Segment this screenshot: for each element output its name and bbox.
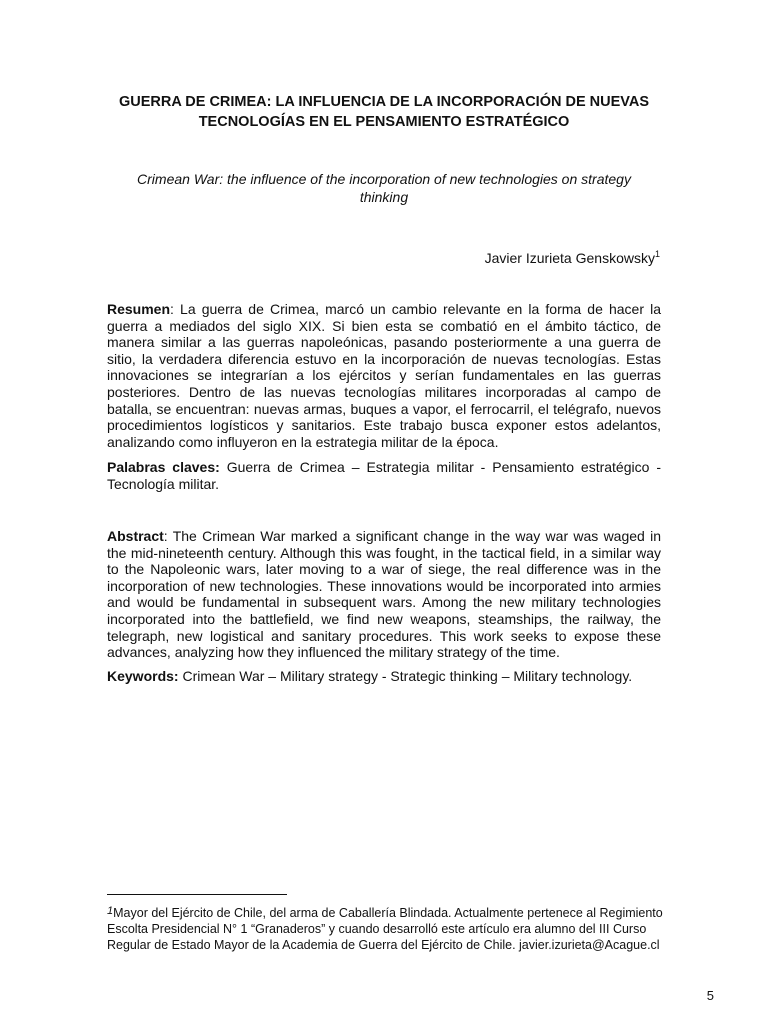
footnote-divider xyxy=(107,894,287,895)
palabras-claves-text: Guerra de Crimea – Estrategia militar - Pensamiento estratégico - Tecnología militar. xyxy=(107,459,661,492)
footnote-line-1-text: Mayor del Ejército de Chile, del arma de Caballería Blindada. Actualmente pertenece al Regimiento xyxy=(113,906,663,920)
resumen-paragraph xyxy=(107,301,661,450)
keywords-label: Keywords: xyxy=(107,668,179,684)
author-line xyxy=(485,245,660,267)
author-footnote-mark[interactable]: 1 xyxy=(654,249,660,259)
keywords-text: Crimean War – Military strategy - Strategic thinking – Military technology. xyxy=(178,668,633,684)
palabras-claves-label: Palabras claves: xyxy=(107,459,220,475)
footnote-line-2: Escolta Presidencial N° 1 “Granaderos” y cuando desarrolló este artículo era alumno del III Curso xyxy=(107,922,647,936)
title-line-1: GUERRA DE CRIMEA: LA INFLUENCIA DE LA INCORPORACIÓN DE NUEVAS xyxy=(118,94,650,110)
title-line-2: TECNOLOGÍAS EN EL PENSAMIENTO ESTRATÉGICO xyxy=(198,114,570,130)
page-number: 5 xyxy=(706,988,714,1003)
abstract-label: Abstract xyxy=(107,528,164,544)
footnote-line-1 xyxy=(107,903,663,921)
footnote-mark: 1 xyxy=(107,905,114,917)
footnote xyxy=(107,903,663,953)
resumen-label: Resumen xyxy=(107,301,171,317)
abstract-text: : The Crimean War marked a significant change in the way war was waged in the mid-nineteenth century. Although this was fought, in the tactical field, in a similar way to the Napoleonic wars, later moving to a war of siege, the real difference was in the incorporation of new technologies. These innovations would be incorporated into armies and would be fundamental in subsequent wars. Among the new military technologies incorporated into the battlefield, we find new weapons, steamships, the railway, the telegraph, new logistical and sanitary procedures. This work seeks to expose these advances, analyzing how they influenced the military strategy of the time. xyxy=(107,528,661,661)
english-title xyxy=(100,170,668,206)
author-name: Javier Izurieta Genskowsky xyxy=(484,250,655,266)
abstract-paragraph xyxy=(107,528,661,661)
subtitle-line-1: Crimean War: the influence of the incorporation of new technologies on strategy xyxy=(137,171,631,187)
subtitle-line-2: thinking xyxy=(359,189,409,205)
article-title xyxy=(100,92,668,132)
resumen-text: : La guerra de Crimea, marcó un cambio relevante en la forma de hacer la guerra a mediados del siglo XIX. Si bien esta se combatió en el ámbito táctico, de manera similar a las guerras napoleónicas, pasando posteriormente a una guerra de sitio, la verdadera diferencia estuvo en la incorporación de nuevas tecnologías. Estas innovaciones se integrarían a los ejércitos y serían fundamentales en las guerras posteriores. Dentro de las nuevas tecnologías militares incorporadas al campo de batalla, se encuentran: nuevas armas, buques a vapor, el ferrocarril, el telégrafo, nuevos procedimientos logísticos y sanitarios. Este trabajo busca exponer estos adelantos, analizando como influyeron en la estrategia militar de la época. xyxy=(107,301,661,450)
palabras-claves-paragraph xyxy=(107,459,661,492)
keywords-paragraph xyxy=(107,668,661,685)
footnote-line-3: Regular de Estado Mayor de la Academia de Guerra del Ejército de Chile. javier.izurieta@Acague.cl xyxy=(107,938,660,952)
